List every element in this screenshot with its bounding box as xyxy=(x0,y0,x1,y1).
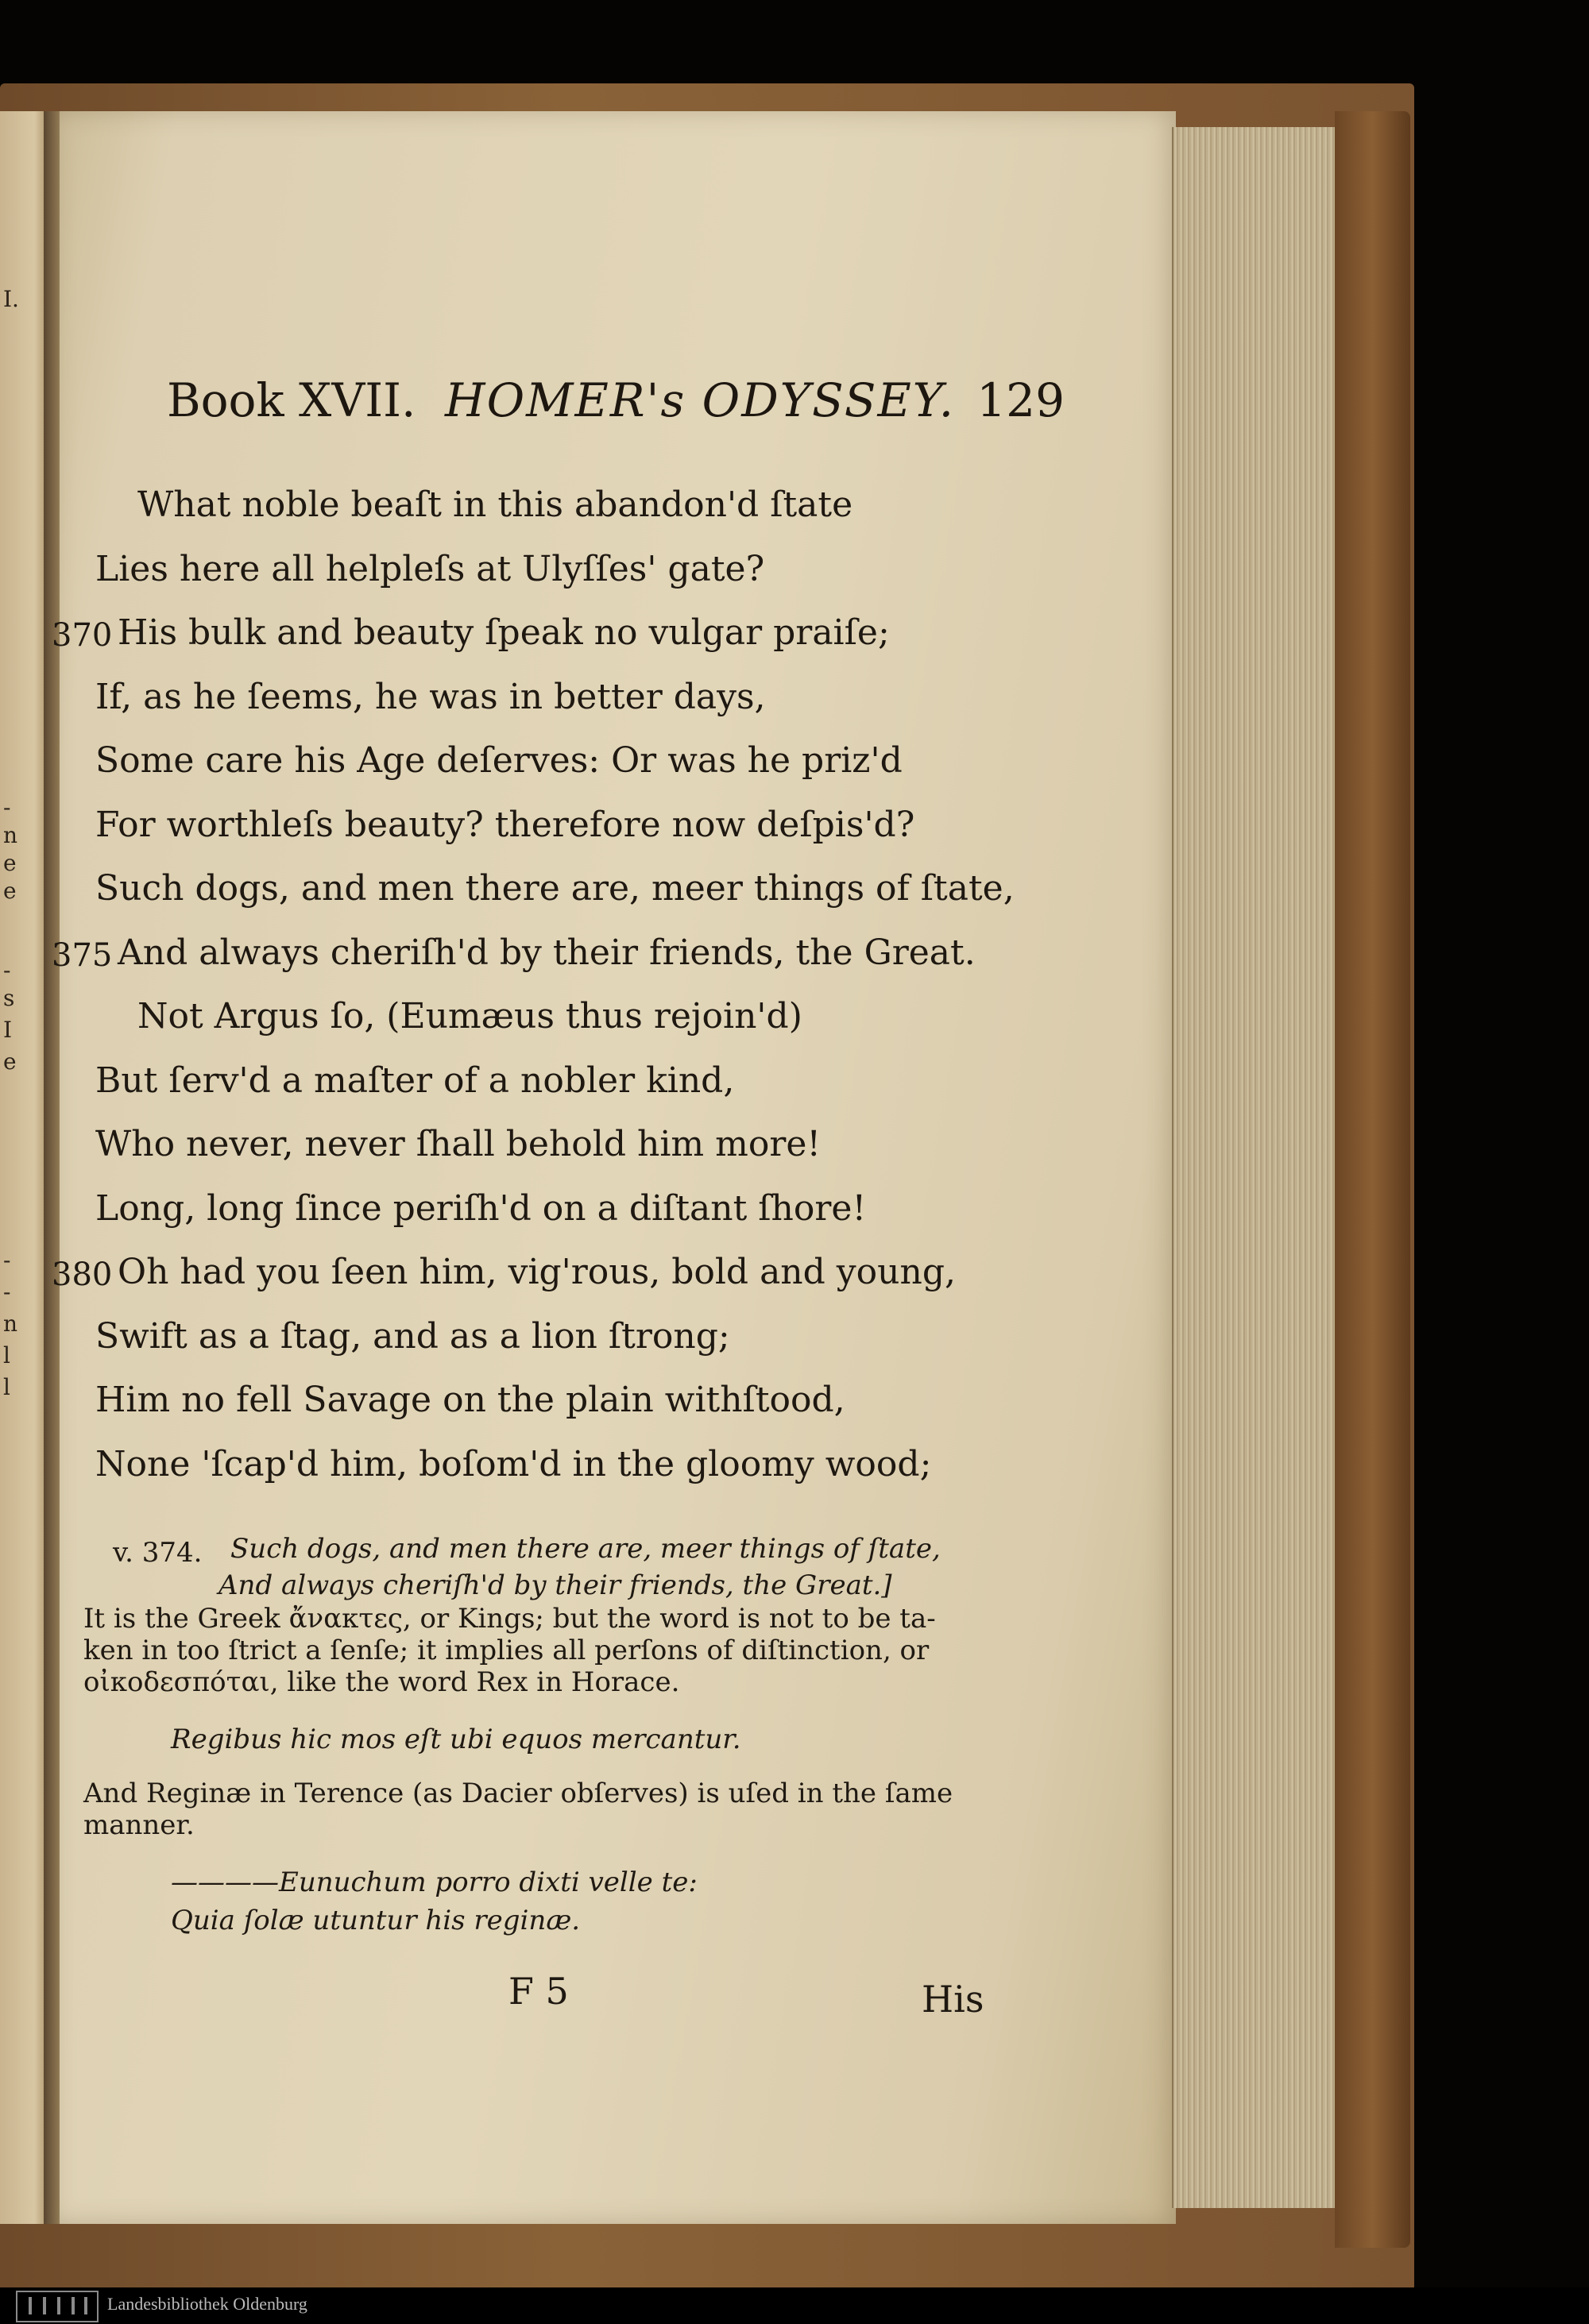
verse-line: And always cheriſh'd by their friends, the Great. xyxy=(118,932,976,973)
note-citation: ————Eunuchum porro dixti velle te: xyxy=(171,1867,698,1898)
verse-line: Not Argus ſo, (Eumæus thus rejoin'd) xyxy=(137,996,802,1037)
facing-page-letter: - xyxy=(3,1279,11,1305)
note-text-line: manner. xyxy=(83,1809,195,1841)
facing-page-letter: I xyxy=(3,1017,13,1043)
verse-line: Who never, never ſhall behold him more! xyxy=(95,1124,822,1164)
verse-line: But ſerv'd a maſter of a nobler kind, xyxy=(95,1060,735,1101)
verse-line: For worthleſs beauty? therefore now deſpis'd? xyxy=(95,805,915,845)
book-page xyxy=(52,111,1176,2224)
catchword: His xyxy=(922,1978,984,2021)
verse-line: His bulk and beauty ſpeak no vulgar praiſe; xyxy=(118,612,890,653)
facing-page-letter: l xyxy=(3,1342,10,1369)
facing-page-letter: l xyxy=(3,1374,10,1400)
running-title: HOMER's ODYSSEY. xyxy=(445,373,956,427)
note-text-line: It is the Greek ἄνακτες, or Kings; but the word is not to be ta- xyxy=(83,1603,936,1635)
note-text-line: οἰκοδεσπόται, like the word Rex in Horace. xyxy=(83,1666,680,1698)
verse-line: Him no fell Savage on the plain withſtood, xyxy=(95,1380,845,1420)
verse-line: Swift as a ſtag, and as a lion ſtrong; xyxy=(95,1316,730,1357)
line-number: 370 xyxy=(52,617,113,654)
facing-page-letter: - xyxy=(3,957,11,983)
facing-page-letter: e xyxy=(3,1048,17,1075)
page-number: 129 xyxy=(976,373,1065,427)
running-head xyxy=(167,373,1065,453)
verse-line: Long, long ſince periſh'd on a diſtant ſhore! xyxy=(95,1188,867,1229)
verse-line: Lies here all helpleſs at Ulyſſes' gate? xyxy=(95,549,765,589)
facing-page-letter: - xyxy=(3,794,11,820)
note-citation: Quia ſolæ utuntur his reginæ. xyxy=(171,1905,581,1936)
note-citation: Regibus hic mos eſt ubi equos mercantur. xyxy=(171,1724,741,1755)
facing-page-letter: s xyxy=(3,985,15,1011)
cover-edge xyxy=(1335,111,1410,2248)
facing-page-edge xyxy=(0,111,49,2224)
facing-page-letter: n xyxy=(3,822,18,848)
note-text-line: And Reginæ in Terence (as Dacier obſerves) is uſed in the ſame xyxy=(83,1778,953,1809)
book-number: Book XVII. xyxy=(167,373,416,427)
signature-mark: F 5 xyxy=(508,1970,569,2013)
library-logo-icon xyxy=(16,2291,99,2322)
verse-line: Oh had you ſeen him, vig'rous, bold and young, xyxy=(118,1252,956,1292)
facing-page-letter: - xyxy=(3,1247,11,1273)
verse-line: If, as he ſeems, he was in better days, xyxy=(95,677,766,717)
verse-line: Such dogs, and men there are, meer things of ſtate, xyxy=(95,868,1015,909)
line-number: 380 xyxy=(52,1257,113,1293)
facing-page-letter: e xyxy=(3,850,17,876)
facing-page-letter: I. xyxy=(3,286,19,312)
verse-line: None 'ſcap'd him, boſom'd in the gloomy wood; xyxy=(95,1444,932,1484)
note-reference: v. 374. xyxy=(113,1537,203,1569)
page-block-edges xyxy=(1172,127,1336,2208)
note-quote-line: Such dogs, and men there are, meer things of ſtate, xyxy=(230,1533,941,1565)
facing-page-letter: e xyxy=(3,878,17,904)
verse-line: Some care his Age deſerves: Or was he priz'd xyxy=(95,740,903,781)
line-number: 375 xyxy=(52,937,113,974)
note-quote-line: And always cheriſh'd by their friends, the Great.] xyxy=(218,1569,892,1601)
library-name: Landesbibliothek Oldenburg xyxy=(107,2294,307,2314)
note-text-line: ken in too ſtrict a ſenſe; it implies all perſons of diſtinction, or xyxy=(83,1635,930,1666)
facing-page-letter: n xyxy=(3,1311,18,1337)
verse-line: What noble beaſt in this abandon'd ſtate xyxy=(137,484,853,525)
